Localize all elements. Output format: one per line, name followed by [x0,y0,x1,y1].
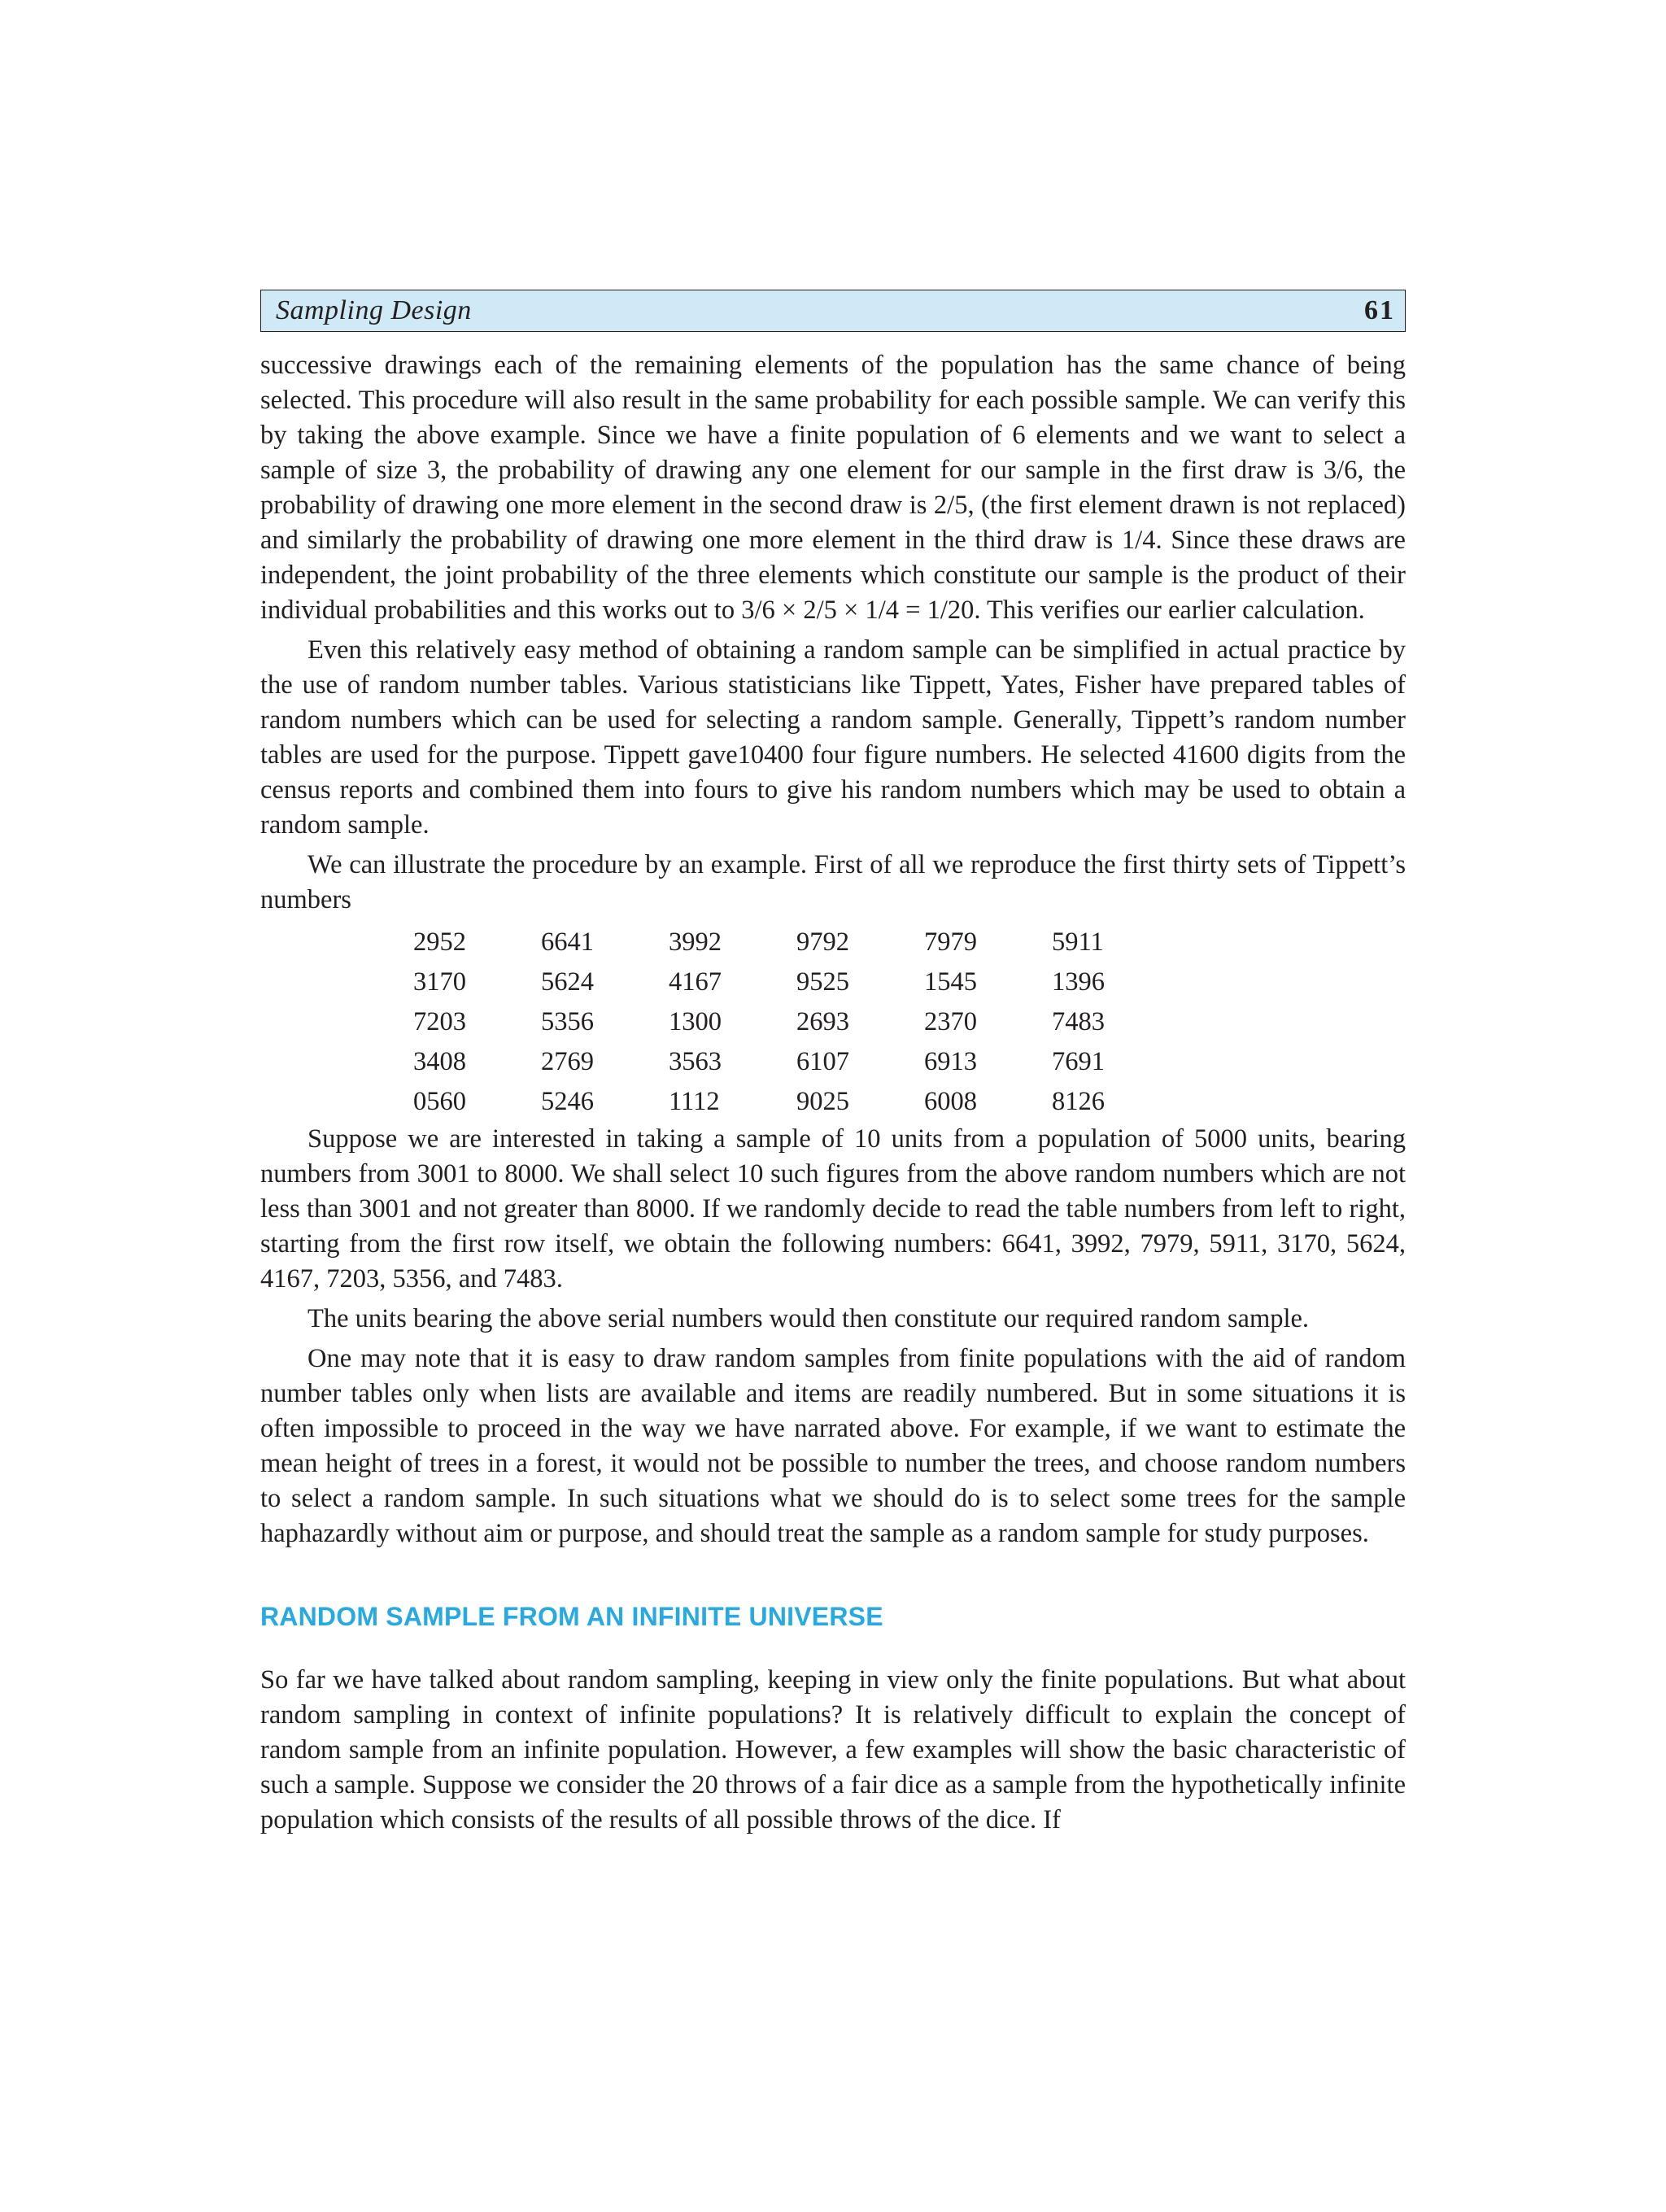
page [260,290,1406,1843]
table-cell: 1545 [924,967,977,997]
table-cell: 8126 [1052,1087,1105,1116]
table-cell: 5911 [1052,927,1104,957]
table-cell: 1300 [669,1007,722,1036]
table-cell: 5624 [541,967,594,997]
table-cell: 3408 [413,1047,466,1076]
table-cell: 7691 [1052,1047,1105,1076]
table-cell: 1112 [669,1087,720,1116]
table-cell: 2370 [924,1007,977,1036]
table-cell: 4167 [669,967,722,997]
table-cell: 7483 [1052,1007,1105,1036]
table-row [413,1002,1117,1042]
table-cell: 6008 [924,1087,977,1116]
table-cell: 5356 [541,1007,594,1036]
running-head [260,290,1406,332]
table-cell: 3992 [669,927,722,957]
running-title: Sampling Design [276,295,472,325]
table-cell: 2693 [796,1007,849,1036]
paragraph-illustration-intro: We can illustrate the procedure by an example. First of all we reproduce the first thirty sets of Tippett’s numbers [260,850,1406,914]
paragraph-random-number-tables: Even this relatively easy method of obtaining a random sample can be simplified in actual practice by the use of random number tables. Various statisticians like Tippett, Yates, Fisher have prepared tables of random numbers which can be used for selecting a random sample. Generally, Tippett’s random number tables are used for the purpose. Tippett gave10400 four figure numbers. He selected 41600 digits from the census reports and combined them into fours to give his random numbers which may be used to obtain a random sample. [260,635,1406,840]
table-cell: 7979 [924,927,977,957]
table-cell: 6107 [796,1047,849,1076]
table-row [413,1042,1117,1082]
page-number: 61 [1364,295,1395,325]
paragraph-required-sample: The units bearing the above serial numbers would then constitute our required random sample. [307,1304,1310,1333]
paragraph-continued: successive drawings each of the remaining elements of the population has the same chance of being selected. This procedure will also result in the same probability for each possible sample. We can verify this by taking the above example. Since we have a finite population of 6 elements and we want to select a sample of size 3, the probability of drawing any one element for our sample in the first draw is 3/6, the probability of drawing one more element in the second draw is 2/5, (the first element drawn is not replaced) and similarly the probability of drawing one more element in the third draw is 1/4. Since these draws are independent, the joint probability of the three elements which constitute our sample is the product of their individual probabilities and this works out to 3/6 × 2/5 × 1/4 = 1/20. This verifies our earlier calculation. [260,351,1406,625]
table-cell: 1396 [1052,967,1105,997]
table-cell: 2769 [541,1047,594,1076]
table-cell: 6913 [924,1047,977,1076]
tippett-numbers-table [413,923,1117,1122]
table-row [413,923,1117,962]
table-cell: 9525 [796,967,849,997]
table-cell: 9792 [796,927,849,957]
table-cell: 0560 [413,1087,466,1116]
paragraph-sample-selection: Suppose we are interested in taking a sample of 10 units from a population of 5000 units, bearing numbers from 3001 to 8000. We shall select 10 such figures from the above random numbers which are not less than 3001 and not greater than 8000. If we randomly decide to read the table numbers from left to right, starting from the first row itself, we obtain the following numbers: 6641, 3992, 7979, 5911, 3170, 5624, 4167, 7203, 5356, and 7483. [260,1124,1406,1294]
table-cell: 5246 [541,1087,594,1116]
table-cell: 6641 [541,927,594,957]
table-cell: 3563 [669,1047,722,1076]
table-cell: 7203 [413,1007,466,1036]
table-row [413,1082,1117,1122]
section-heading: RANDOM SAMPLE FROM AN INFINITE UNIVERSE [260,1602,883,1631]
table-cell: 3170 [413,967,466,997]
paragraph-limitations: One may note that it is easy to draw random samples from finite populations with the aid of random number tables only when lists are available and items are readily numbered. But in some situations it is often impossible to proceed in the way we have narrated above. For example, if we want to estimate the mean height of trees in a forest, it would not be possible to number the trees, and choose random numbers to select a random sample. In such situations what we should do is to select some trees for the sample haphazardly without aim or purpose, and should treat the sample as a random sample for study purposes. [260,1344,1406,1548]
table-cell: 2952 [413,927,466,957]
paragraph-infinite-universe: So far we have talked about random sampling, keeping in view only the finite populations. But what about random sampling in context of infinite populations? It is relatively difficult to explain the concept of random sample from an infinite population. However, a few examples will show the basic characteristic of such a sample. Suppose we consider the 20 throws of a fair dice as a sample from the hypothetically infinite population which consists of the results of all possible throws of the dice. If [260,1665,1406,1835]
table-row [413,962,1117,1002]
table-cell: 9025 [796,1087,849,1116]
